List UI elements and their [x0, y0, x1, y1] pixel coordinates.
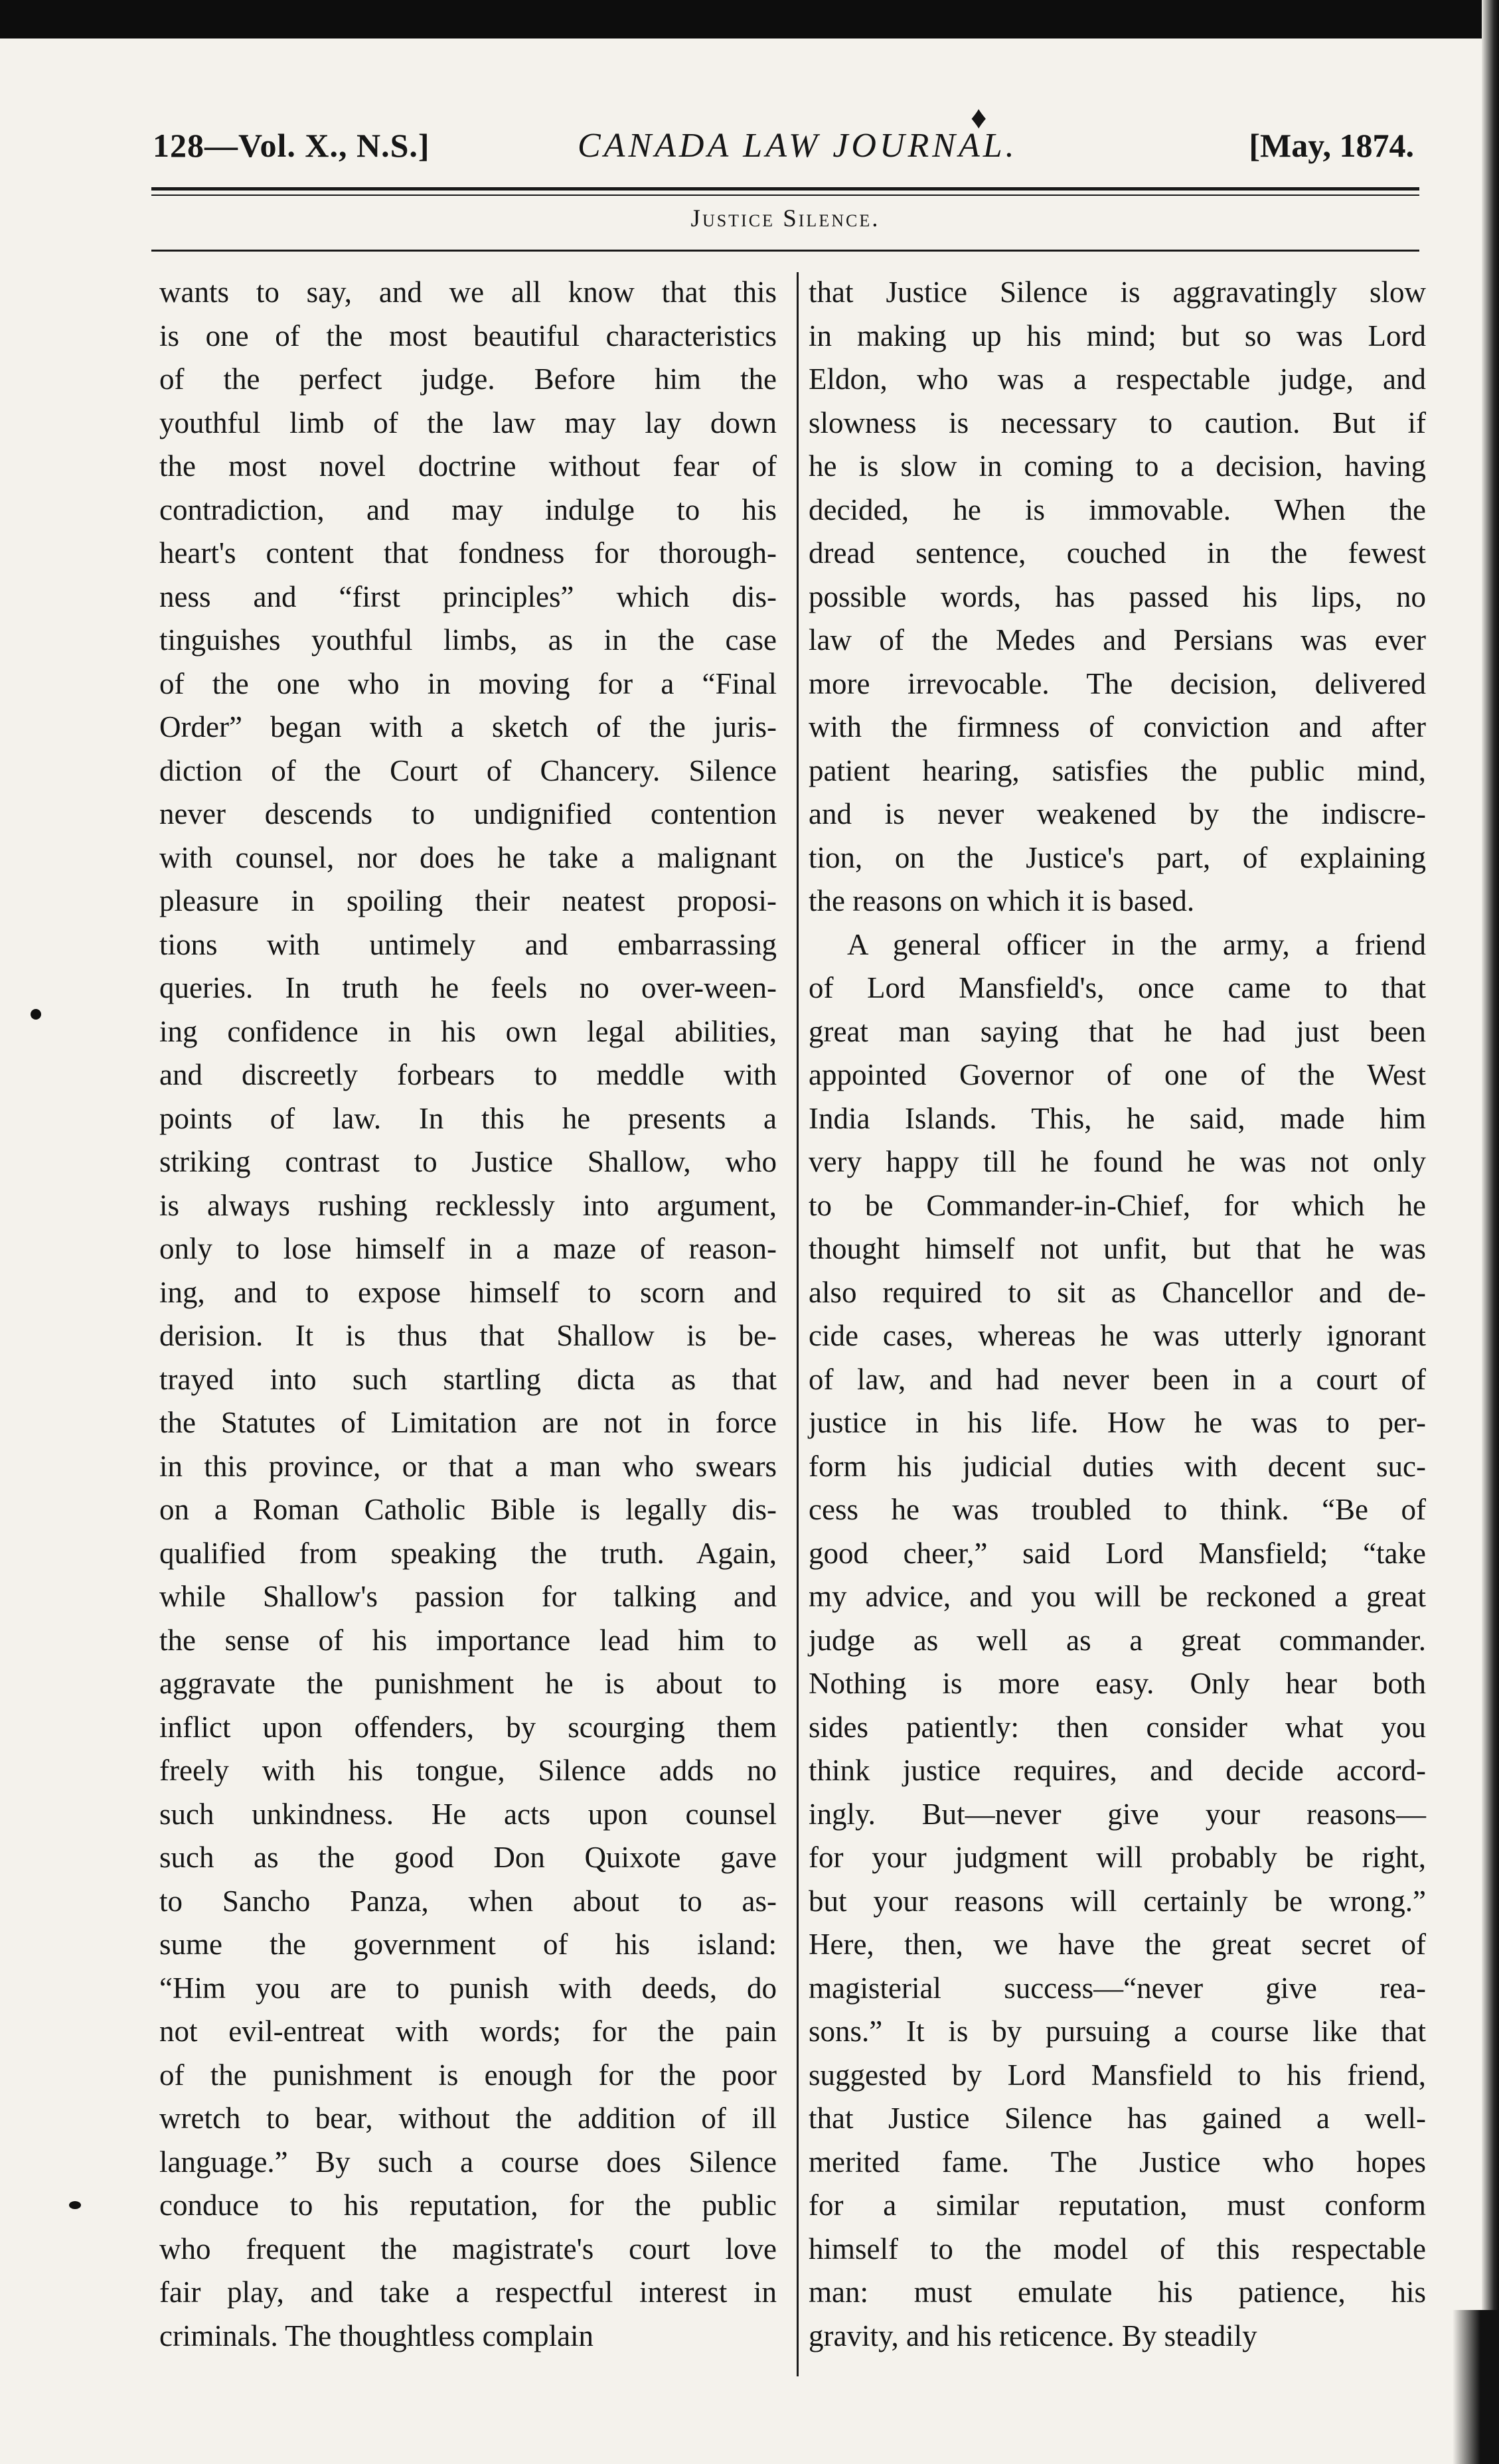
- text-line: justice in his life. How he was to per-: [809, 1406, 1426, 1439]
- text-line: the reasons on which it is based.: [809, 884, 1195, 917]
- text-line: while Shallow's passion for talking and: [159, 1580, 777, 1613]
- text-line: the sense of his importance lead him to: [159, 1623, 777, 1657]
- text-line: is one of the most beautiful characteristics: [159, 319, 777, 352]
- text-line: merited fame. The Justice who hopes: [809, 2145, 1426, 2179]
- text-line: slowness is necessary to caution. But if: [809, 406, 1426, 439]
- text-line: of law, and had never been in a court of: [809, 1362, 1426, 1396]
- text-line: qualified from speaking the truth. Again,: [159, 1536, 777, 1570]
- text-line: appointed Governor of one of the West: [809, 1058, 1426, 1091]
- text-line: tinguishes youthful limbs, as in the case: [159, 623, 777, 656]
- text-line: to Sancho Panza, when about to as-: [159, 1884, 777, 1918]
- text-line: more irrevocable. The decision, delivered: [809, 666, 1426, 700]
- text-line: wretch to bear, without the addition of ill: [159, 2102, 777, 2135]
- text-line: ness and “first principles” which dis-: [159, 579, 777, 613]
- text-line: derision. It is thus that Shallow is be-: [159, 1319, 777, 1352]
- text-line: also required to sit as Chancellor and de-: [809, 1275, 1426, 1309]
- text-line: ing, and to expose himself to scorn and: [159, 1275, 777, 1309]
- text-line: gravity, and his reticence. By steadily: [809, 2319, 1257, 2352]
- text-line: sides patiently: then consider what you: [809, 1710, 1426, 1744]
- margin-dot-icon: [69, 2201, 81, 2209]
- text-line: who frequent the magistrate's court love: [159, 2232, 777, 2266]
- text-line: Order” began with a sketch of the juris-: [159, 710, 777, 743]
- left-column: [159, 271, 777, 2358]
- text-line: great man saying that he had just been: [809, 1014, 1426, 1048]
- text-line: on a Roman Catholic Bible is legally dis-: [159, 1493, 777, 1526]
- text-line: only to lose himself in a maze of reason-: [159, 1232, 777, 1265]
- text-line: that Justice Silence has gained a well-: [809, 2102, 1426, 2135]
- text-line: fair play, and take a respectful interest in: [159, 2275, 777, 2309]
- text-line: for a similar reputation, must conform: [809, 2189, 1426, 2222]
- text-line: thought himself not unfit, but that he was: [809, 1232, 1426, 1265]
- header-rule-thick: [151, 187, 1419, 191]
- text-line: decided, he is immovable. When the: [809, 493, 1426, 526]
- text-line: inflict upon offenders, by scourging them: [159, 1710, 777, 1744]
- text-line: but your reasons will certainly be wrong.”: [809, 1884, 1426, 1918]
- text-line: points of law. In this he presents a: [159, 1101, 777, 1135]
- scan-right-edge-shadow: [1453, 2310, 1499, 2464]
- text-line: judge as well as a great commander.: [809, 1623, 1426, 1657]
- text-line: trayed into such startling dicta as that: [159, 1362, 777, 1396]
- right-column: [809, 271, 1426, 2358]
- text-line: that Justice Silence is aggravatingly slow: [809, 275, 1426, 309]
- text-line: very happy till he found he was not only: [809, 1145, 1426, 1178]
- scan-top-border: [0, 0, 1499, 38]
- journal-title: CANADA LAW JOURNAL.: [578, 127, 1018, 165]
- text-line: ing confidence in his own legal abilities,: [159, 1014, 777, 1048]
- volume-number: 128—Vol. X., N.S.]: [153, 127, 430, 164]
- text-line: for your judgment will probably be right,: [809, 1841, 1426, 1874]
- text-line: cess he was troubled to think. “Be of: [809, 1493, 1426, 1526]
- text-line: think justice requires, and decide accord-: [809, 1754, 1426, 1787]
- text-line: wants to say, and we all know that this: [159, 275, 777, 309]
- text-line: striking contrast to Justice Shallow, who: [159, 1145, 777, 1178]
- page-header: [153, 119, 1414, 173]
- text-line: cide cases, whereas he was utterly ignorant: [809, 1319, 1426, 1352]
- text-line: magisterial success—“never give rea-: [809, 1971, 1426, 2005]
- text-line: is always rushing recklessly into argument,: [159, 1188, 777, 1222]
- ink-mark-icon: ♦: [971, 100, 987, 135]
- text-line: never descends to undignified contention: [159, 797, 777, 830]
- text-line: himself to the model of this respectable: [809, 2232, 1426, 2266]
- text-line: my advice, and you will be reckoned a great: [809, 1580, 1426, 1613]
- text-line: such as the good Don Quixote gave: [159, 1841, 777, 1874]
- text-line: tions with untimely and embarrassing: [159, 927, 777, 961]
- text-line: pleasure in spoiling their neatest proposi-: [159, 884, 777, 917]
- text-line: man: must emulate his patience, his: [809, 2275, 1426, 2309]
- text-line: Eldon, who was a respectable judge, and: [809, 362, 1426, 396]
- text-line: the most novel doctrine without fear of: [159, 449, 777, 483]
- text-line: and is never weakened by the indiscre-: [809, 797, 1426, 830]
- text-line: not evil-entreat with words; for the pain: [159, 2015, 777, 2048]
- text-line: conduce to his reputation, for the public: [159, 2189, 777, 2222]
- text-line: sons.” It is by pursuing a course like that: [809, 2015, 1426, 2048]
- text-line: India Islands. This, he said, made him: [809, 1101, 1426, 1135]
- text-line: Nothing is more easy. Only hear both: [809, 1667, 1426, 1700]
- issue-date: [May, 1874.: [1249, 127, 1414, 164]
- text-line: of the one who in moving for a “Final: [159, 666, 777, 700]
- text-line: language.” By such a course does Silence: [159, 2145, 777, 2179]
- text-line: ingly. But—never give your reasons—: [809, 1797, 1426, 1831]
- text-line: good cheer,” said Lord Mansfield; “take: [809, 1536, 1426, 1570]
- text-line: A general officer in the army, a friend: [847, 927, 1426, 961]
- column-divider: [797, 272, 799, 2376]
- text-line: possible words, has passed his lips, no: [809, 579, 1426, 613]
- text-line: aggravate the punishment he is about to: [159, 1667, 777, 1700]
- text-line: criminals. The thoughtless complain: [159, 2319, 594, 2352]
- text-line: in making up his mind; but so was Lord: [809, 319, 1426, 352]
- text-line: freely with his tongue, Silence adds no: [159, 1754, 777, 1787]
- text-line: sume the government of his island:: [159, 1928, 777, 1961]
- text-line: to be Commander-in-Chief, for which he: [809, 1188, 1426, 1222]
- text-line: contradiction, and may indulge to his: [159, 493, 777, 526]
- text-line: tion, on the Justice's part, of explaining: [809, 840, 1426, 874]
- text-line: he is slow in coming to a decision, having: [809, 449, 1426, 483]
- text-line: such unkindness. He acts upon counsel: [159, 1797, 777, 1831]
- text-line: of the perfect judge. Before him the: [159, 362, 777, 396]
- text-line: form his judicial duties with decent suc-: [809, 1449, 1426, 1483]
- section-rule: [151, 250, 1419, 252]
- margin-dot-icon: [31, 1009, 41, 1020]
- header-rule-thin: [151, 194, 1419, 196]
- text-line: law of the Medes and Persians was ever: [809, 623, 1426, 656]
- text-line: suggested by Lord Mansfield to his friend,: [809, 2058, 1426, 2092]
- text-line: Here, then, we have the great secret of: [809, 1928, 1426, 1961]
- text-line: with the firmness of conviction and after: [809, 710, 1426, 743]
- text-line: diction of the Court of Chancery. Silence: [159, 753, 777, 787]
- text-line: youthful limb of the law may lay down: [159, 406, 777, 439]
- text-line: patient hearing, satisfies the public mind,: [809, 753, 1426, 787]
- text-line: heart's content that fondness for thorough-: [159, 536, 777, 570]
- scan-right-edge: [1482, 0, 1499, 2464]
- text-line: dread sentence, couched in the fewest: [809, 536, 1426, 570]
- text-line: the Statutes of Limitation are not in force: [159, 1406, 777, 1439]
- text-line: and discreetly forbears to meddle with: [159, 1058, 777, 1091]
- text-line: with counsel, nor does he take a malignant: [159, 840, 777, 874]
- text-line: queries. In truth he feels no over-ween-: [159, 971, 777, 1004]
- text-line: of Lord Mansfield's, once came to that: [809, 971, 1426, 1004]
- text-line: of the punishment is enough for the poor: [159, 2058, 777, 2092]
- text-line: “Him you are to punish with deeds, do: [159, 1971, 777, 2005]
- text-line: in this province, or that a man who swears: [159, 1449, 777, 1483]
- section-title: Justice Silence.: [690, 205, 880, 232]
